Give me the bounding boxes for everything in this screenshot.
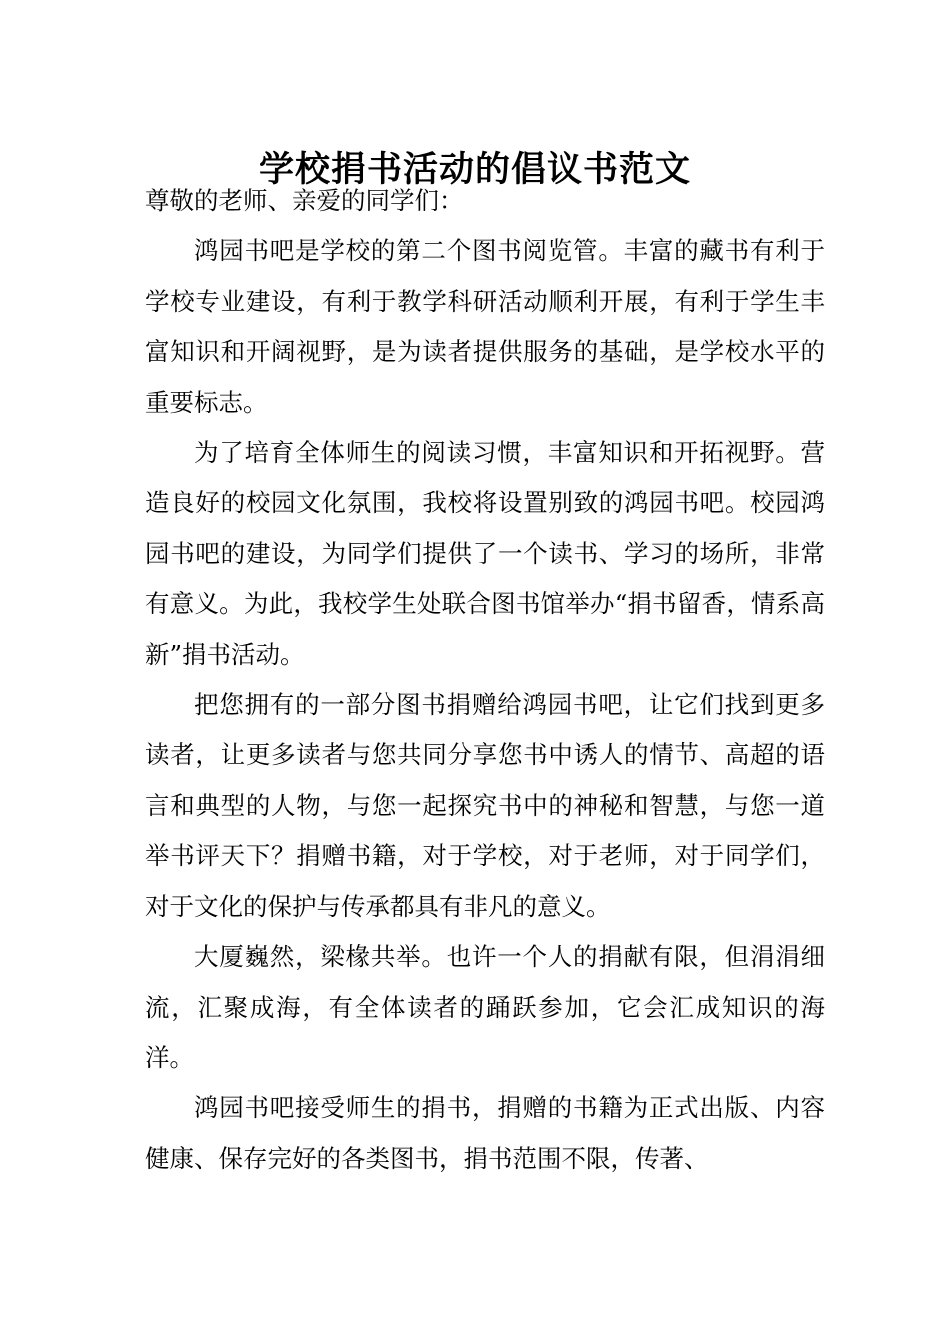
paragraph-5: 鸿园书吧接受师生的捐书，捐赠的书籍为正式出版、内容健康、保存完好的各类图书，捐书范围不限，传著、 [145,1093,825,1173]
document-body [145,176,825,1184]
paragraph-1: 鸿园书吧是学校的第二个图书阅览管。丰富的藏书有利于学校专业建设，有利于教学科研活动顺利开展，有利于学生丰富知识和开阔视野，是为读者提供服务的基础，是学校水平的重要标志。 [145,236,825,417]
paragraph-2: 为了培育全体师生的阅读习惯，丰富知识和开拓视野。营造良好的校园文化氛围，我校将设置别致的鸿园书吧。校园鸿园书吧的建设，为同学们提供了一个读书、学习的场所，非常有意义。为此，我校学生处联合图书馆举办“捐书留香，情系高新”捐书活动。 [145,438,825,669]
paragraph-3: 把您拥有的一部分图书捐赠给鸿园书吧，让它们找到更多读者，让更多读者与您共同分享您书中诱人的情节、高超的语言和典型的人物，与您一起探究书中的神秘和智慧，与您一道举书评天下？捐赠书籍，对于学校，对于老师，对于同学们，对于文化的保护与传承都具有非凡的意义。 [145,690,825,921]
document-title: 学校捐书活动的倡议书范文 [258,149,691,191]
salutation: 尊敬的老师、亲爱的同学们： [145,186,464,215]
paragraph-4: 大厦巍然，梁椽共举。也许一个人的捐献有限，但涓涓细流，汇聚成海，有全体读者的踊跃参加，它会汇成知识的海洋。 [145,942,825,1072]
